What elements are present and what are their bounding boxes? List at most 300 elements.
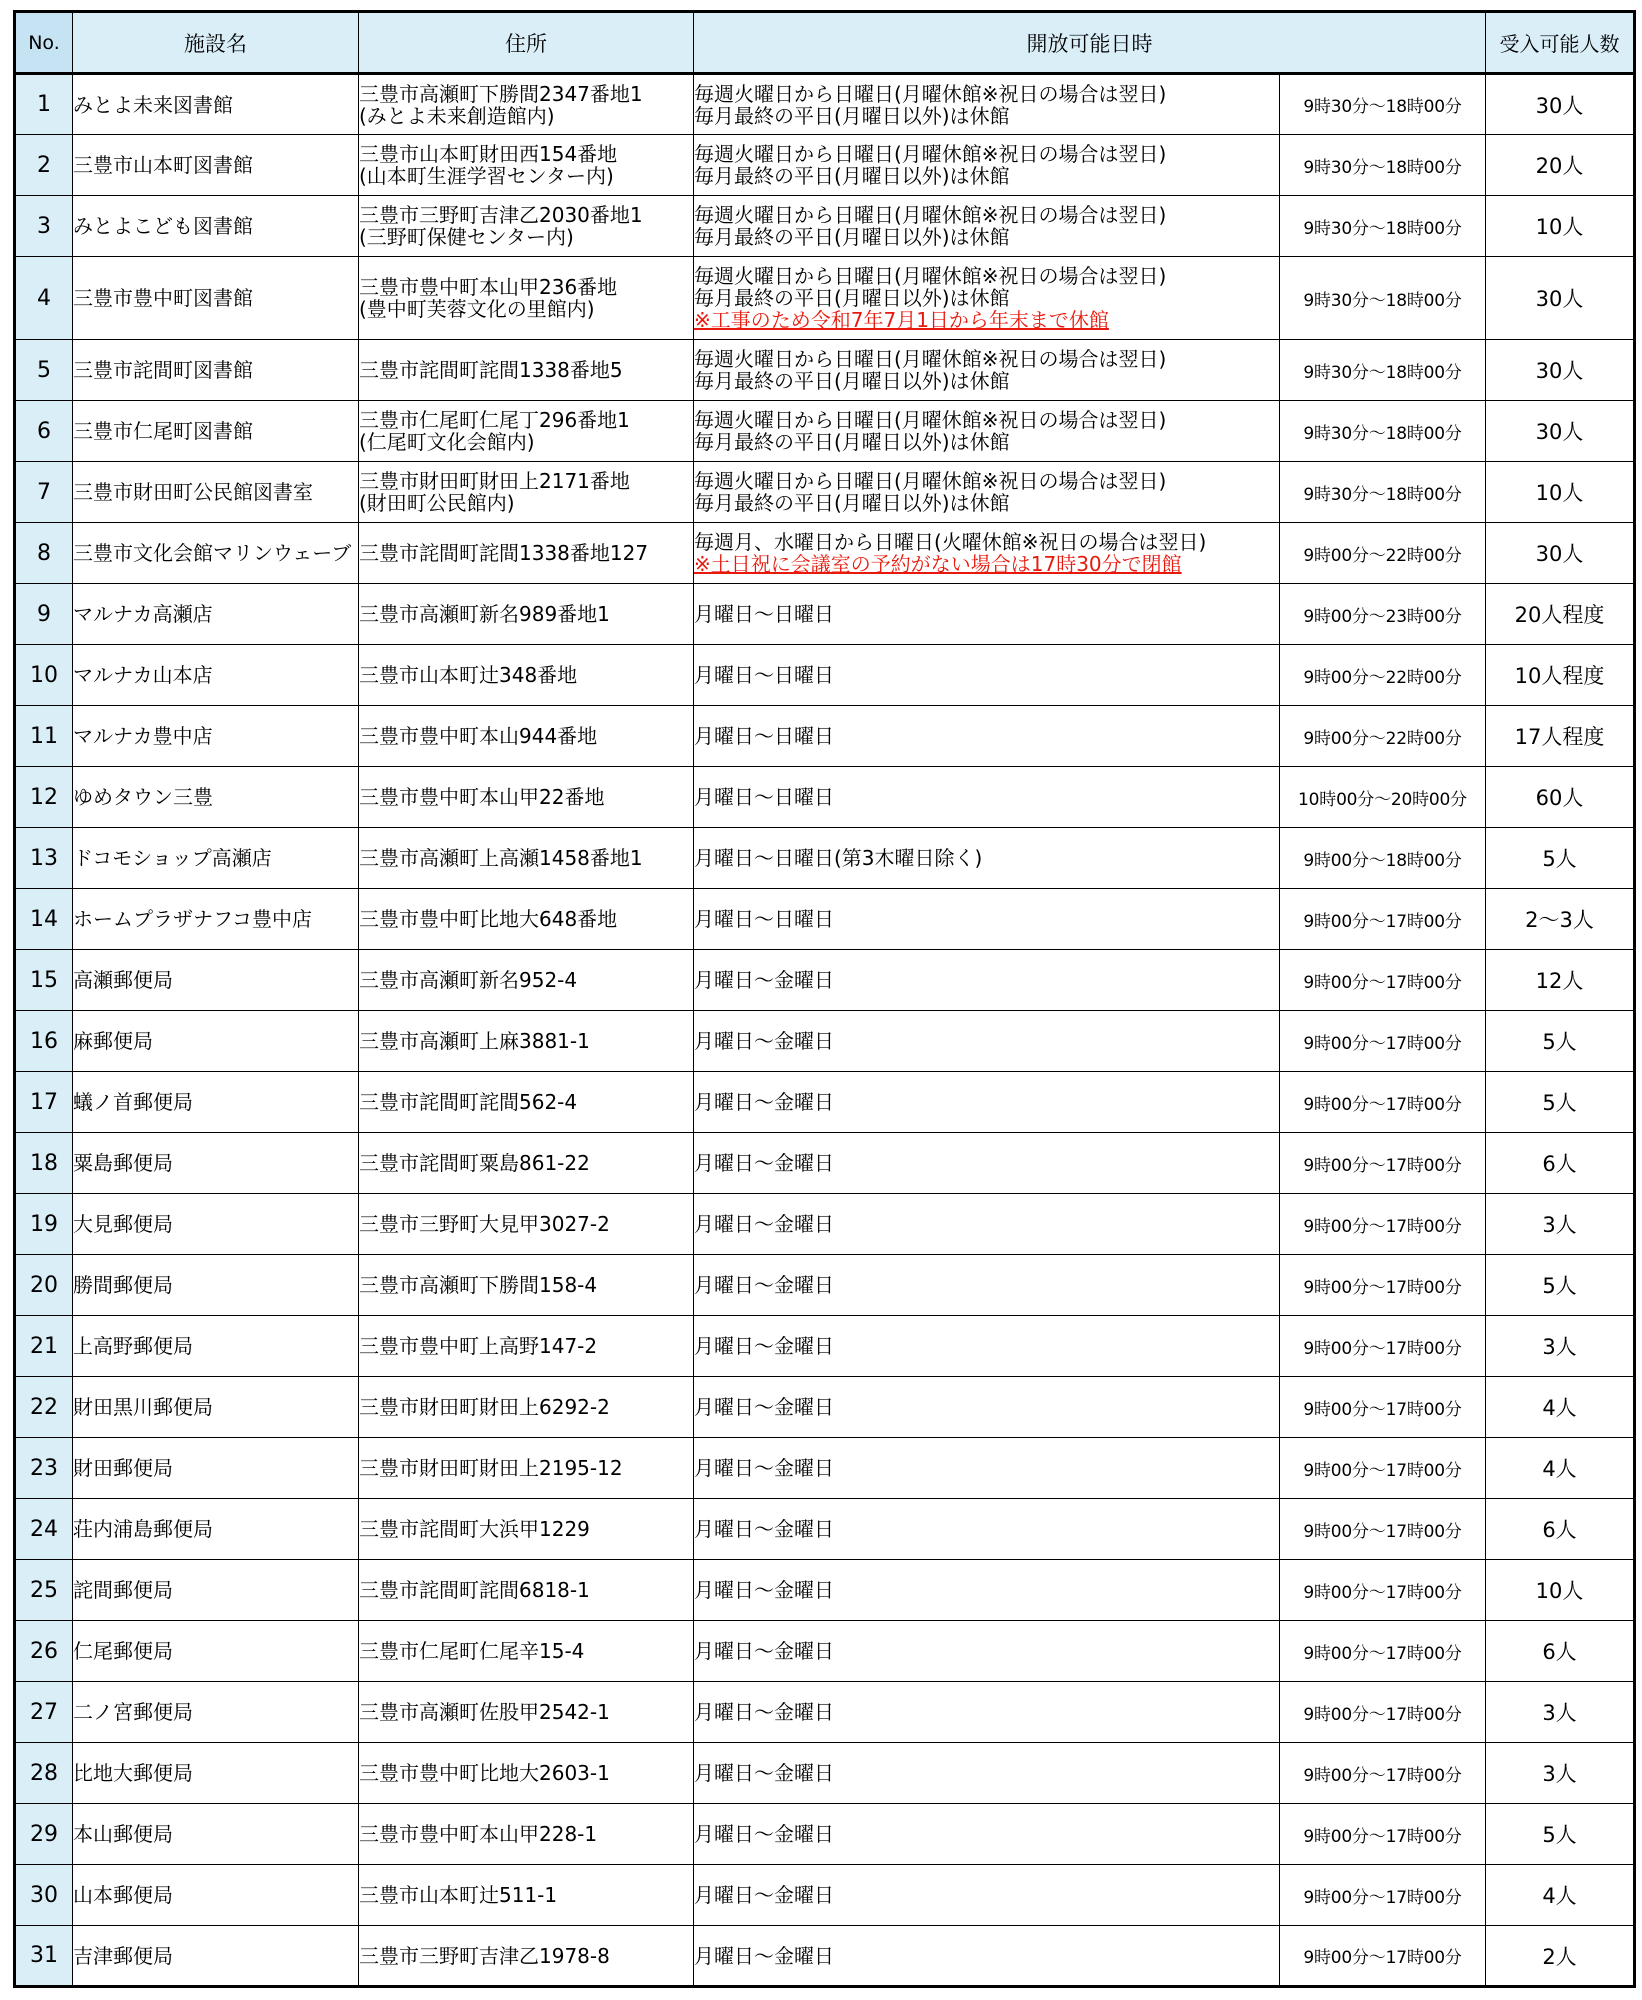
header-capacity: 受入可能人数	[1486, 12, 1635, 74]
capacity: 30人	[1486, 523, 1635, 584]
facility-address	[359, 950, 694, 1011]
table-row	[15, 645, 1635, 706]
table-row	[15, 1621, 1635, 1682]
header-row	[15, 12, 1635, 74]
facility-address	[359, 828, 694, 889]
open-days-line: 月曜日～金曜日	[694, 1090, 834, 1114]
capacity: 5人	[1486, 1072, 1635, 1133]
open-hours: 9時00分～22時00分	[1280, 645, 1486, 706]
address-line: 三豊市財田町財田上2171番地	[359, 469, 630, 493]
facility-address	[359, 1011, 694, 1072]
table-row	[15, 1743, 1635, 1804]
open-days-line: 月曜日～金曜日	[694, 1822, 834, 1846]
capacity: 2人	[1486, 1926, 1635, 1987]
row-number: 4	[15, 257, 73, 340]
facility-address	[359, 706, 694, 767]
address-line: 三豊市仁尾町仁尾丁296番地1	[359, 408, 630, 432]
table-row	[15, 135, 1635, 196]
open-days-line: 月曜日～金曜日	[694, 1578, 834, 1602]
facility-name: 吉津郵便局	[73, 1926, 359, 1987]
open-days	[694, 889, 1280, 950]
row-number: 22	[15, 1377, 73, 1438]
address-line: 三豊市高瀬町下勝間158-4	[359, 1273, 598, 1297]
facility-name: 三豊市豊中町図書館	[73, 257, 359, 340]
facility-address	[359, 74, 694, 135]
row-number: 25	[15, 1560, 73, 1621]
facility-address	[359, 462, 694, 523]
address-line: 三豊市三野町吉津乙1978-8	[359, 1943, 610, 1968]
capacity: 20人	[1486, 135, 1635, 196]
address-line: 三豊市財田町財田上6292-2	[359, 1395, 610, 1419]
facility-name: みとよ未来図書館	[73, 74, 359, 135]
facility-address	[359, 340, 694, 401]
open-days-line: 毎週火曜日から日曜日(月曜休館※祝日の場合は翌日)	[694, 347, 1167, 371]
table-body	[15, 74, 1635, 1987]
facility-name: 比地大郵便局	[73, 1743, 359, 1804]
facility-address	[359, 1255, 694, 1316]
open-hours: 9時00分～17時00分	[1280, 1133, 1486, 1194]
table-row	[15, 1865, 1635, 1926]
table-row	[15, 706, 1635, 767]
row-number: 16	[15, 1011, 73, 1072]
address-line: 三豊市詫間町詫間1338番地127	[359, 541, 649, 565]
open-hours: 9時00分～17時00分	[1280, 1377, 1486, 1438]
facility-address	[359, 257, 694, 340]
address-line: 三豊市豊中町本山甲228-1	[359, 1822, 598, 1846]
row-number: 12	[15, 767, 73, 828]
row-number: 13	[15, 828, 73, 889]
address-line: 三豊市仁尾町仁尾辛15-4	[359, 1639, 585, 1663]
address-line: 三豊市詫間町詫間562-4	[359, 1090, 578, 1114]
facility-address	[359, 401, 694, 462]
row-number: 29	[15, 1804, 73, 1865]
facility-name: ホームプラザナフコ豊中店	[73, 889, 359, 950]
table-row	[15, 1926, 1635, 1987]
open-days	[694, 1621, 1280, 1682]
table-row	[15, 1194, 1635, 1255]
open-days-line: 毎月最終の平日(月曜日以外)は休館	[694, 103, 1010, 128]
facility-name: マルナカ豊中店	[73, 706, 359, 767]
open-hours: 9時00分～17時00分	[1280, 1072, 1486, 1133]
open-hours: 9時00分～17時00分	[1280, 889, 1486, 950]
open-days-line: 月曜日～金曜日	[694, 1639, 834, 1663]
table-row	[15, 1560, 1635, 1621]
table-row	[15, 340, 1635, 401]
address-line: 三豊市豊中町比地大648番地	[359, 907, 618, 931]
open-days	[694, 645, 1280, 706]
open-days	[694, 340, 1280, 401]
facility-name: マルナカ山本店	[73, 645, 359, 706]
capacity: 30人	[1486, 401, 1635, 462]
facility-name: 粟島郵便局	[73, 1133, 359, 1194]
facility-name: 高瀬郵便局	[73, 950, 359, 1011]
facility-name: 三豊市詫間町図書館	[73, 340, 359, 401]
open-days-line: 月曜日～金曜日	[694, 1761, 834, 1785]
facility-name: 三豊市文化会館マリンウェーブ	[73, 523, 359, 584]
open-hours: 9時30分～18時00分	[1280, 340, 1486, 401]
table-row	[15, 828, 1635, 889]
facility-address	[359, 1804, 694, 1865]
open-hours: 9時00分～17時00分	[1280, 1011, 1486, 1072]
facility-address	[359, 1438, 694, 1499]
open-days	[694, 135, 1280, 196]
row-number: 5	[15, 340, 73, 401]
facility-address	[359, 1072, 694, 1133]
open-hours: 9時00分～17時00分	[1280, 1804, 1486, 1865]
row-number: 17	[15, 1072, 73, 1133]
capacity: 5人	[1486, 1255, 1635, 1316]
address-line: 三豊市豊中町本山944番地	[359, 724, 598, 748]
open-days	[694, 1133, 1280, 1194]
open-days-line: 月曜日～金曜日	[694, 1151, 834, 1175]
capacity: 20人程度	[1486, 584, 1635, 645]
facility-name: マルナカ高瀬店	[73, 584, 359, 645]
header-open-days: 開放可能日時	[694, 12, 1486, 74]
capacity: 2～3人	[1486, 889, 1635, 950]
open-days-line: 月曜日～金曜日	[694, 968, 834, 992]
open-days	[694, 706, 1280, 767]
facility-address	[359, 1194, 694, 1255]
open-days-line: 毎月最終の平日(月曜日以外)は休館	[694, 286, 1010, 310]
address-line: (三野町保健センター内)	[359, 225, 574, 249]
capacity: 60人	[1486, 767, 1635, 828]
facility-address	[359, 1926, 694, 1987]
address-line: 三豊市詫間町詫間1338番地5	[359, 358, 623, 382]
table-row	[15, 1072, 1635, 1133]
open-days	[694, 401, 1280, 462]
open-hours: 9時00分～17時00分	[1280, 1316, 1486, 1377]
open-hours: 9時30分～18時00分	[1280, 257, 1486, 340]
address-line: 三豊市山本町辻348番地	[359, 663, 578, 687]
row-number: 18	[15, 1133, 73, 1194]
facility-address	[359, 1682, 694, 1743]
open-days-line: 月曜日～金曜日	[694, 1029, 834, 1053]
facility-address	[359, 1621, 694, 1682]
row-number: 26	[15, 1621, 73, 1682]
open-hours: 9時30分～18時00分	[1280, 74, 1486, 135]
address-line: 三豊市高瀬町新名952-4	[359, 968, 578, 992]
capacity: 4人	[1486, 1865, 1635, 1926]
address-line: 三豊市三野町大見甲3027-2	[359, 1212, 610, 1236]
open-hours: 9時00分～23時00分	[1280, 584, 1486, 645]
address-line: 三豊市高瀬町上高瀬1458番地1	[359, 846, 643, 870]
capacity: 30人	[1486, 340, 1635, 401]
table-row	[15, 950, 1635, 1011]
facility-address	[359, 1865, 694, 1926]
row-number: 19	[15, 1194, 73, 1255]
open-hours: 10時00分～20時00分	[1280, 767, 1486, 828]
open-days	[694, 74, 1280, 135]
table-row	[15, 74, 1635, 135]
facility-name: 仁尾郵便局	[73, 1621, 359, 1682]
open-hours: 9時30分～18時00分	[1280, 135, 1486, 196]
row-number: 30	[15, 1865, 73, 1926]
open-days-line: 月曜日～金曜日	[694, 1883, 834, 1907]
capacity: 6人	[1486, 1133, 1635, 1194]
address-line: (山本町生涯学習センター内)	[359, 164, 614, 188]
facility-name: 詫間郵便局	[73, 1560, 359, 1621]
row-number: 1	[15, 74, 73, 135]
facility-name: 山本郵便局	[73, 1865, 359, 1926]
row-number: 23	[15, 1438, 73, 1499]
open-days-line: 月曜日～日曜日	[694, 907, 834, 931]
facility-name: 本山郵便局	[73, 1804, 359, 1865]
table-row	[15, 1377, 1635, 1438]
address-line: (みとよ未来創造館内)	[359, 103, 555, 128]
facility-name: 財田黒川郵便局	[73, 1377, 359, 1438]
open-days	[694, 1255, 1280, 1316]
open-days-line: 月曜日～日曜日	[694, 724, 834, 748]
address-line: 三豊市山本町財田西154番地	[359, 142, 618, 166]
facility-address	[359, 645, 694, 706]
open-days	[694, 584, 1280, 645]
capacity: 10人程度	[1486, 645, 1635, 706]
open-days	[694, 1438, 1280, 1499]
open-days	[694, 1865, 1280, 1926]
open-days-line: 月曜日～金曜日	[694, 1943, 834, 1968]
open-days-line: 毎週火曜日から日曜日(月曜休館※祝日の場合は翌日)	[694, 81, 1167, 106]
facility-name: ゆめタウン三豊	[73, 767, 359, 828]
facility-name: 財田郵便局	[73, 1438, 359, 1499]
table-row	[15, 1804, 1635, 1865]
address-line: 三豊市高瀬町下勝間2347番地1	[359, 81, 643, 106]
capacity: 30人	[1486, 257, 1635, 340]
open-days-line: 毎週火曜日から日曜日(月曜休館※祝日の場合は翌日)	[694, 469, 1167, 493]
open-hours: 9時00分～22時00分	[1280, 706, 1486, 767]
header-no: No.	[15, 12, 73, 74]
table-row	[15, 1499, 1635, 1560]
open-days	[694, 1560, 1280, 1621]
open-hours: 9時00分～17時00分	[1280, 950, 1486, 1011]
open-hours: 9時00分～18時00分	[1280, 828, 1486, 889]
facility-address	[359, 1560, 694, 1621]
open-days	[694, 1682, 1280, 1743]
open-days	[694, 1743, 1280, 1804]
open-days-line: 月曜日～日曜日	[694, 663, 834, 687]
facility-address	[359, 889, 694, 950]
open-days-line: 月曜日～金曜日	[694, 1212, 834, 1236]
open-days	[694, 1377, 1280, 1438]
capacity: 5人	[1486, 1804, 1635, 1865]
capacity: 6人	[1486, 1621, 1635, 1682]
facility-name: 麻郵便局	[73, 1011, 359, 1072]
open-hours: 9時00分～17時00分	[1280, 1499, 1486, 1560]
table-row	[15, 1316, 1635, 1377]
open-hours: 9時00分～17時00分	[1280, 1194, 1486, 1255]
open-days-line: 月曜日～金曜日	[694, 1456, 834, 1480]
facility-address	[359, 1377, 694, 1438]
facility-address	[359, 767, 694, 828]
facility-name: みとよこども図書館	[73, 196, 359, 257]
table-row	[15, 767, 1635, 828]
open-days-line: 毎週火曜日から日曜日(月曜休館※祝日の場合は翌日)	[694, 408, 1167, 432]
open-hours: 9時00分～17時00分	[1280, 1682, 1486, 1743]
table-row	[15, 401, 1635, 462]
capacity: 17人程度	[1486, 706, 1635, 767]
capacity: 5人	[1486, 828, 1635, 889]
address-line: 三豊市財田町財田上2195-12	[359, 1456, 623, 1480]
address-line: 三豊市詫間町大浜甲1229	[359, 1517, 590, 1541]
table-row	[15, 1133, 1635, 1194]
facility-name: ドコモショップ高瀬店	[73, 828, 359, 889]
address-line: 三豊市詫間町詫間6818-1	[359, 1578, 590, 1602]
facility-name: 勝間郵便局	[73, 1255, 359, 1316]
capacity: 3人	[1486, 1316, 1635, 1377]
row-number: 20	[15, 1255, 73, 1316]
table-row	[15, 196, 1635, 257]
open-days-line: 毎週火曜日から日曜日(月曜休館※祝日の場合は翌日)	[694, 203, 1167, 227]
open-days-line: 毎月最終の平日(月曜日以外)は休館	[694, 369, 1010, 393]
row-number: 15	[15, 950, 73, 1011]
row-number: 27	[15, 1682, 73, 1743]
open-days	[694, 1072, 1280, 1133]
table-row	[15, 1682, 1635, 1743]
open-days-line: 月曜日～金曜日	[694, 1395, 834, 1419]
table-row	[15, 1438, 1635, 1499]
table-row	[15, 462, 1635, 523]
row-number: 3	[15, 196, 73, 257]
facility-address	[359, 1316, 694, 1377]
open-days	[694, 1804, 1280, 1865]
open-days-line: 月曜日～金曜日	[694, 1700, 834, 1724]
open-days-line: 毎週火曜日から日曜日(月曜休館※祝日の場合は翌日)	[694, 264, 1167, 288]
closure-note: ※土日祝に会議室の予約がない場合は17時30分で閉館	[694, 552, 1182, 576]
open-days	[694, 767, 1280, 828]
capacity: 5人	[1486, 1011, 1635, 1072]
table-row	[15, 257, 1635, 340]
open-hours: 9時00分～17時00分	[1280, 1438, 1486, 1499]
capacity: 10人	[1486, 1560, 1635, 1621]
address-line: (財田町公民館内)	[359, 491, 515, 515]
open-days-line: 毎月最終の平日(月曜日以外)は休館	[694, 491, 1010, 515]
facility-name: 上高野郵便局	[73, 1316, 359, 1377]
open-hours: 9時00分～17時00分	[1280, 1255, 1486, 1316]
row-number: 21	[15, 1316, 73, 1377]
open-hours: 9時00分～17時00分	[1280, 1621, 1486, 1682]
open-days	[694, 1011, 1280, 1072]
address-line: 三豊市高瀬町新名989番地1	[359, 602, 610, 626]
open-days	[694, 1194, 1280, 1255]
capacity: 30人	[1486, 74, 1635, 135]
address-line: (仁尾町文化会館内)	[359, 430, 535, 454]
capacity: 3人	[1486, 1194, 1635, 1255]
address-line: 三豊市豊中町比地大2603-1	[359, 1761, 610, 1785]
open-hours: 9時00分～17時00分	[1280, 1926, 1486, 1987]
row-number: 11	[15, 706, 73, 767]
open-days-line: 月曜日～日曜日	[694, 785, 834, 809]
facility-name: 三豊市仁尾町図書館	[73, 401, 359, 462]
row-number: 10	[15, 645, 73, 706]
row-number: 28	[15, 1743, 73, 1804]
open-days	[694, 523, 1280, 584]
address-line: 三豊市詫間町粟島861-22	[359, 1151, 590, 1175]
open-hours: 9時00分～17時00分	[1280, 1865, 1486, 1926]
row-number: 9	[15, 584, 73, 645]
row-number: 24	[15, 1499, 73, 1560]
row-number: 31	[15, 1926, 73, 1987]
open-days-line: 毎月最終の平日(月曜日以外)は休館	[694, 164, 1010, 188]
closure-note: ※工事のため令和7年7月1日から年末まで休館	[694, 308, 1109, 332]
header-name: 施設名	[73, 12, 359, 74]
open-days-line: 月曜日～日曜日(第3木曜日除く)	[694, 846, 983, 870]
capacity: 12人	[1486, 950, 1635, 1011]
open-hours: 9時30分～18時00分	[1280, 196, 1486, 257]
facility-name: 蟻ノ首郵便局	[73, 1072, 359, 1133]
open-days-line: 毎月最終の平日(月曜日以外)は休館	[694, 430, 1010, 454]
open-days-line: 毎月最終の平日(月曜日以外)は休館	[694, 225, 1010, 249]
row-number: 7	[15, 462, 73, 523]
address-line: 三豊市高瀬町佐股甲2542-1	[359, 1700, 610, 1724]
open-hours: 9時30分～18時00分	[1280, 462, 1486, 523]
row-number: 2	[15, 135, 73, 196]
row-number: 6	[15, 401, 73, 462]
open-days	[694, 196, 1280, 257]
table-row	[15, 584, 1635, 645]
table-row	[15, 523, 1635, 584]
row-number: 8	[15, 523, 73, 584]
facility-address	[359, 1743, 694, 1804]
capacity: 4人	[1486, 1377, 1635, 1438]
open-days-line: 毎週月、水曜日から日曜日(火曜休館※祝日の場合は翌日)	[694, 530, 1207, 554]
open-days	[694, 1926, 1280, 1987]
facility-address	[359, 1499, 694, 1560]
address-line: 三豊市三野町吉津乙2030番地1	[359, 203, 643, 227]
open-days-line: 月曜日～金曜日	[694, 1273, 834, 1297]
facility-address	[359, 584, 694, 645]
capacity: 4人	[1486, 1438, 1635, 1499]
header-address: 住所	[359, 12, 694, 74]
table-row	[15, 1255, 1635, 1316]
facility-address	[359, 135, 694, 196]
capacity: 3人	[1486, 1682, 1635, 1743]
open-days	[694, 828, 1280, 889]
address-line: 三豊市豊中町上高野147-2	[359, 1334, 598, 1358]
facility-name: 三豊市財田町公民館図書室	[73, 462, 359, 523]
facility-name: 荘内浦島郵便局	[73, 1499, 359, 1560]
open-days-line: 月曜日～金曜日	[694, 1517, 834, 1541]
open-hours: 9時00分～17時00分	[1280, 1743, 1486, 1804]
open-hours: 9時00分～17時00分	[1280, 1560, 1486, 1621]
open-days	[694, 257, 1280, 340]
facility-address	[359, 196, 694, 257]
open-days	[694, 462, 1280, 523]
address-line: 三豊市山本町辻511-1	[359, 1883, 558, 1907]
facility-address	[359, 1133, 694, 1194]
facility-address	[359, 523, 694, 584]
open-hours: 9時00分～22時00分	[1280, 523, 1486, 584]
open-hours: 9時30分～18時00分	[1280, 401, 1486, 462]
open-days-line: 毎週火曜日から日曜日(月曜休館※祝日の場合は翌日)	[694, 142, 1167, 166]
table-row	[15, 1011, 1635, 1072]
facility-name: 大見郵便局	[73, 1194, 359, 1255]
open-days	[694, 1499, 1280, 1560]
address-line: (豊中町芙蓉文化の里館内)	[359, 297, 595, 321]
capacity: 3人	[1486, 1743, 1635, 1804]
open-days-line: 月曜日～金曜日	[694, 1334, 834, 1358]
open-days	[694, 950, 1280, 1011]
facility-name: 二ノ宮郵便局	[73, 1682, 359, 1743]
table-row	[15, 889, 1635, 950]
capacity: 10人	[1486, 462, 1635, 523]
capacity: 6人	[1486, 1499, 1635, 1560]
address-line: 三豊市高瀬町上麻3881-1	[359, 1029, 590, 1053]
address-line: 三豊市豊中町本山甲22番地	[359, 785, 605, 809]
facility-name: 三豊市山本町図書館	[73, 135, 359, 196]
facility-table	[13, 10, 1636, 1988]
open-days-line: 月曜日～日曜日	[694, 602, 834, 626]
capacity: 10人	[1486, 196, 1635, 257]
row-number: 14	[15, 889, 73, 950]
